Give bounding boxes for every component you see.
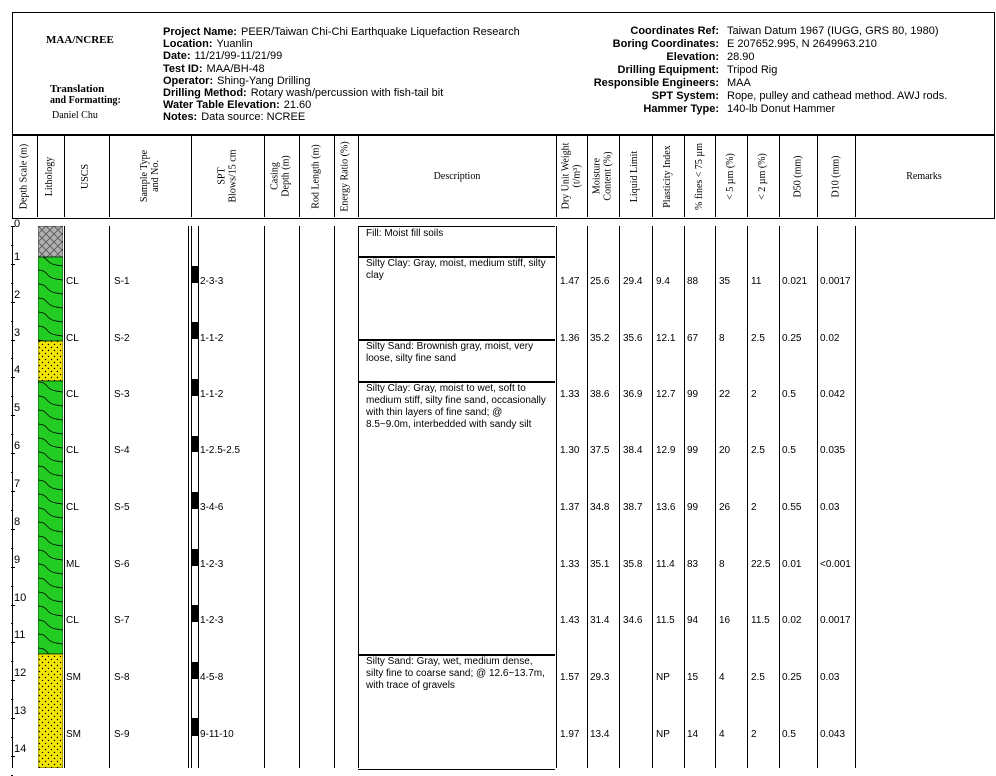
row-d10-cell: <0.001 — [820, 559, 851, 570]
col-rod-label: Rod Length (m) — [310, 143, 322, 209]
row-fines-cell: 99 — [687, 445, 699, 456]
row-lt5-cell: 35 — [719, 276, 731, 287]
col-sample-label-2: and No. — [149, 160, 161, 192]
row-dry-cell: 1.57 — [560, 672, 580, 683]
project-field — [163, 50, 282, 63]
project-field-label: Notes: — [163, 111, 198, 124]
row-ll-cell: 38.4 — [623, 445, 643, 456]
row-lt2-cell: 2 — [751, 502, 757, 513]
row-spt-cell: 2-3-3 — [200, 276, 224, 287]
coord-field-value: Rope, pulley and cathead method. AWJ rods. — [727, 90, 948, 102]
depth-label: 3 — [14, 326, 21, 339]
depth-label: 4 — [14, 364, 21, 377]
row-moist-cell: 31.4 — [590, 615, 610, 626]
spt-sample-bar — [191, 662, 198, 679]
depth-tick — [11, 415, 15, 416]
row-fines-cell: 67 — [687, 333, 699, 344]
coord-field-label: Hammer Type: — [643, 103, 719, 115]
spt-sample-bar — [191, 379, 198, 396]
col-depth — [12, 135, 36, 217]
depth-tick — [11, 264, 15, 265]
col-rod — [299, 135, 333, 217]
col-divider — [779, 226, 780, 768]
lithology-sand-2 — [38, 654, 63, 768]
coord-field-value: Tripod Rig — [727, 64, 778, 76]
col-spt — [192, 135, 263, 217]
col-casing-label-1: Casing — [270, 162, 282, 190]
col-divider — [556, 226, 557, 768]
project-field-value: 21.60 — [283, 99, 312, 112]
project-field-label: Water Table Elevation: — [163, 99, 280, 112]
lithology-sand-1 — [38, 341, 63, 381]
row-d50-cell: 0.01 — [782, 559, 802, 570]
project-field — [163, 38, 253, 51]
row-lt5-cell: 4 — [719, 672, 725, 683]
col-remarks-label: Remarks — [906, 170, 942, 182]
header-col-divider — [191, 134, 192, 217]
depth-minor-tick — [11, 245, 13, 246]
row-sample-cell: S-3 — [114, 389, 130, 400]
project-field — [163, 99, 311, 112]
row-moist-cell: 34.8 — [590, 502, 610, 513]
col-divider — [109, 226, 110, 768]
coord-field-value: Taiwan Datum 1967 (IUGG, GRS 80, 1980) — [727, 25, 939, 37]
col-divider — [587, 226, 588, 768]
depth-tick — [11, 377, 15, 378]
col-description-label: Description — [433, 170, 481, 182]
row-dry-cell: 1.37 — [560, 502, 580, 513]
coord-field-label: Responsible Engineers: — [593, 77, 719, 89]
row-moist-cell: 35.1 — [590, 559, 610, 570]
col-lt2 — [747, 135, 778, 217]
depth-minor-tick — [11, 661, 13, 662]
row-moist-cell: 13.4 — [590, 729, 610, 740]
depth-minor-tick — [11, 737, 13, 738]
row-spt-cell: 1-1-2 — [200, 333, 224, 344]
depth-label: 1 — [14, 250, 21, 263]
coord-field-label: Elevation: — [666, 51, 719, 63]
col-fines — [684, 135, 714, 217]
depth-tick — [11, 340, 15, 341]
row-d10-cell: 0.03 — [820, 502, 840, 513]
coord-field-label: Boring Coordinates: — [612, 38, 719, 50]
col-lithology-label: Lithology — [44, 156, 56, 196]
description-text: Silty Sand: Gray, wet, medium dense, silty fine to coarse sand; @ 12.6~13.7m, with trace of gravels — [366, 656, 545, 691]
row-ll-cell: 36.9 — [623, 389, 643, 400]
depth-label: 9 — [14, 553, 21, 566]
depth-minor-tick — [11, 321, 13, 322]
header-col-divider — [619, 134, 620, 217]
header-col-divider — [715, 134, 716, 217]
depth-minor-tick — [11, 623, 13, 624]
row-spt-cell: 1-1-2 — [200, 389, 224, 400]
spt-sample-bar — [191, 718, 198, 736]
col-energy-label: Energy Ratio (%) — [340, 140, 352, 212]
row-d50-cell: 0.5 — [782, 445, 796, 456]
description-text: Fill: Moist fill soils — [366, 228, 444, 239]
translation-label-2: and Formatting: — [50, 95, 121, 106]
col-spt-label-1: SPT — [216, 167, 228, 185]
row-uscs-cell: SM — [66, 672, 81, 683]
row-fines-cell: 88 — [687, 276, 699, 287]
lithology-clay-1 — [38, 257, 63, 341]
col-casing — [264, 135, 298, 217]
row-sample-cell: S-5 — [114, 502, 130, 513]
lithology-column — [38, 226, 63, 768]
row-pi-cell: 12.9 — [656, 445, 676, 456]
col-lithology — [37, 135, 63, 217]
row-uscs-cell: SM — [66, 729, 81, 740]
row-d10-cell: 0.035 — [820, 445, 846, 456]
header-col-divider — [358, 134, 359, 217]
col-sample-label-1: Sample Type — [138, 149, 150, 203]
row-moist-cell: 25.6 — [590, 276, 610, 287]
row-d50-cell: 0.55 — [782, 502, 802, 513]
col-divider — [64, 226, 65, 768]
depth-minor-tick — [11, 434, 13, 435]
col-uscs-label: USCS — [80, 163, 92, 189]
row-dry-cell: 1.33 — [560, 559, 580, 570]
depth-minor-tick — [11, 510, 13, 511]
header-col-divider — [264, 134, 265, 217]
spt-sample-bar — [191, 492, 198, 509]
depth-tick — [11, 302, 15, 303]
row-d50-cell: 0.5 — [782, 389, 796, 400]
row-sample-cell: S-7 — [114, 615, 130, 626]
row-fines-cell: 99 — [687, 502, 699, 513]
row-uscs-cell: CL — [66, 615, 79, 626]
row-ll-cell: 29.4 — [623, 276, 643, 287]
row-lt5-cell: 16 — [719, 615, 731, 626]
col-depth-label: Depth Scale (m) — [18, 143, 30, 209]
row-uscs-cell: CL — [66, 276, 79, 287]
depth-tick — [11, 605, 15, 606]
row-sample-cell: S-6 — [114, 559, 130, 570]
project-field — [163, 111, 305, 124]
depth-label: 0 — [14, 218, 21, 230]
row-dry-cell: 1.36 — [560, 333, 580, 344]
col-moisture — [587, 135, 618, 217]
col-sample — [109, 135, 191, 217]
col-lt5-label: < 5 µm (%) — [725, 152, 737, 200]
depth-minor-tick — [11, 586, 13, 587]
header-col-divider — [109, 134, 110, 217]
col-divider — [619, 226, 620, 768]
depth-minor-tick — [11, 699, 13, 700]
row-fines-cell: 15 — [687, 672, 699, 683]
header-col-divider — [747, 134, 748, 217]
col-remarks — [855, 135, 993, 217]
row-dry-cell: 1.47 — [560, 276, 580, 287]
depth-tick — [11, 567, 15, 568]
row-sample-cell: S-2 — [114, 333, 130, 344]
row-lt5-cell: 20 — [719, 445, 731, 456]
col-dry-label-1: Dry Unit Weight — [560, 142, 572, 210]
row-uscs-cell: CL — [66, 389, 79, 400]
coord-field-label: Drilling Equipment: — [617, 64, 719, 76]
col-lt2-label: < 2 µm (%) — [757, 152, 769, 200]
row-uscs-cell: CL — [66, 445, 79, 456]
depth-tick — [11, 718, 15, 719]
row-d10-cell: 0.0017 — [820, 276, 851, 287]
row-fines-cell: 99 — [687, 389, 699, 400]
row-sample-cell: S-8 — [114, 672, 130, 683]
coord-field-label: SPT System: — [651, 90, 719, 102]
row-sample-cell: S-9 — [114, 729, 130, 740]
row-d10-cell: 0.03 — [820, 672, 840, 683]
row-moist-cell: 37.5 — [590, 445, 610, 456]
coord-field-value: 140-lb Donut Hammer — [727, 103, 836, 115]
row-uscs-cell: CL — [66, 333, 79, 344]
header-col-divider — [334, 134, 335, 217]
project-field-label: Location: — [163, 38, 213, 51]
coord-field-value: E 207652.995, N 2649963.210 — [727, 38, 877, 50]
row-d50-cell: 0.25 — [782, 672, 802, 683]
header-col-divider — [37, 134, 38, 217]
header-col-divider — [684, 134, 685, 217]
row-d10-cell: 0.0017 — [820, 615, 851, 626]
col-divider — [715, 226, 716, 768]
project-field-value: Shing-Yang Drilling — [217, 74, 311, 87]
depth-label: 14 — [14, 742, 27, 755]
project-field-value: PEER/Taiwan Chi-Chi Earthquake Liquefaction Research — [240, 26, 520, 38]
spt-sample-bar — [191, 549, 198, 566]
spt-sample-bar — [191, 605, 198, 622]
project-field — [163, 63, 265, 76]
translator-name: Daniel Chu — [52, 110, 98, 121]
col-dry-label-2: (t/m³) — [571, 164, 583, 188]
col-liquid-limit — [619, 135, 651, 217]
depth-label: 7 — [14, 477, 21, 490]
col-divider — [684, 226, 685, 768]
col-divider — [652, 226, 653, 768]
col-divider — [817, 226, 818, 768]
row-ll-cell: 35.8 — [623, 559, 643, 570]
project-field-label: Operator: — [163, 74, 214, 87]
row-moist-cell: 35.2 — [590, 333, 610, 344]
row-lt2-cell: 2.5 — [751, 672, 765, 683]
description-text: Silty Clay: Gray, moist, medium stiff, silty clay — [366, 258, 546, 281]
row-ll-cell: 35.6 — [623, 333, 643, 344]
lithology-clay-2 — [38, 381, 63, 654]
row-spt-cell: 1-2.5-2.5 — [200, 445, 241, 456]
header-col-divider — [64, 134, 65, 217]
row-lt2-cell: 2.5 — [751, 445, 765, 456]
row-fines-cell: 94 — [687, 615, 699, 626]
col-d10-label: D10 (mm) — [830, 155, 842, 197]
row-sample-cell: S-1 — [114, 276, 130, 287]
depth-label: 12 — [14, 667, 27, 680]
description-text: Silty Clay: Gray, moist to wet, soft to medium stiff, silty fine sand, occasionally with thin layers of fine sand; @ 8.5~9.0m, interbedded with sandy silt — [366, 383, 546, 430]
row-sample-cell: S-4 — [114, 445, 130, 456]
row-spt-cell: 4-5-8 — [200, 672, 224, 683]
row-pi-cell: 11.5 — [656, 615, 675, 626]
col-energy — [334, 135, 357, 217]
depth-minor-tick — [11, 472, 13, 473]
col-d50 — [779, 135, 816, 217]
row-fines-cell: 83 — [687, 559, 699, 570]
row-d10-cell: 0.02 — [820, 333, 840, 344]
col-spt-label-2: Blows/15 cm — [227, 149, 239, 203]
spt-sample-bar — [191, 322, 198, 339]
project-field — [163, 26, 520, 39]
translation-label-1: Translation — [50, 83, 105, 95]
depth-tick — [11, 491, 15, 492]
depth-label: 8 — [14, 515, 21, 528]
depth-minor-tick — [11, 283, 13, 284]
row-moist-cell: 29.3 — [590, 672, 610, 683]
row-d50-cell: 0.5 — [782, 729, 796, 740]
depth-tick — [11, 756, 15, 757]
header-col-divider — [855, 134, 856, 217]
depth-label: 5 — [14, 402, 21, 415]
col-divider — [855, 226, 856, 768]
header-col-divider — [587, 134, 588, 217]
depth-minor-tick — [11, 358, 13, 359]
row-uscs-cell: ML — [66, 559, 80, 570]
row-dry-cell: 1.30 — [560, 445, 580, 456]
row-spt-cell: 9-11-10 — [200, 729, 234, 740]
row-dry-cell: 1.33 — [560, 389, 580, 400]
row-d10-cell: 0.042 — [820, 389, 846, 400]
row-dry-cell: 1.43 — [560, 615, 580, 626]
col-moist-label-1: Moisture — [591, 157, 603, 195]
project-field-value: 11/21/99-11/21/99 — [194, 50, 283, 63]
row-lt2-cell: 2 — [751, 729, 757, 740]
spt-sample-bar — [191, 436, 198, 452]
project-field-label: Date: — [163, 50, 191, 63]
project-field — [163, 75, 310, 88]
row-lt5-cell: 4 — [719, 729, 725, 740]
row-spt-cell: 1-2-3 — [200, 615, 224, 626]
row-moist-cell: 38.6 — [590, 389, 610, 400]
coord-field-value: MAA — [727, 77, 751, 89]
row-lt5-cell: 22 — [719, 389, 731, 400]
row-lt2-cell: 11 — [751, 276, 762, 287]
row-dry-cell: 1.97 — [560, 729, 580, 740]
col-dry-unit-weight — [556, 135, 586, 217]
col-description — [358, 135, 556, 217]
row-spt-cell: 3-4-6 — [200, 502, 224, 513]
col-plasticity-index — [652, 135, 683, 217]
row-pi-cell: 9.4 — [656, 276, 670, 287]
col-d10 — [817, 135, 854, 217]
row-d50-cell: 0.02 — [782, 615, 802, 626]
project-field-label: Test ID: — [163, 62, 203, 75]
depth-label: 10 — [14, 591, 27, 604]
depth-tick — [11, 642, 15, 643]
coord-field-value: 28.90 — [727, 51, 755, 63]
col-ll-label: Liquid Limit — [629, 150, 641, 202]
row-pi-cell: 12.1 — [656, 333, 676, 344]
row-spt-cell: 1-2-3 — [200, 559, 224, 570]
row-uscs-cell: CL — [66, 502, 79, 513]
project-field-value: Yuanlin — [216, 38, 253, 51]
project-field-value: Rotary wash/percussion with fish-tail bit — [250, 87, 444, 99]
depth-label: 6 — [14, 440, 21, 453]
col-divider — [334, 226, 335, 768]
org-name: MAA/NCREE — [46, 34, 114, 46]
row-lt5-cell: 26 — [719, 502, 731, 513]
depth-label: 13 — [14, 705, 27, 718]
spt-track-mark — [188, 226, 189, 768]
row-lt2-cell: 11.5 — [751, 615, 770, 626]
row-lt2-cell: 2 — [751, 389, 757, 400]
row-d50-cell: 0.021 — [782, 276, 808, 287]
project-field — [163, 87, 443, 100]
lithology-fill — [38, 226, 63, 257]
row-lt5-cell: 8 — [719, 559, 725, 570]
col-divider — [264, 226, 265, 768]
depth-tick — [11, 680, 15, 681]
project-field-label: Drilling Method: — [163, 87, 247, 99]
row-pi-cell: 13.6 — [656, 502, 676, 513]
depth-tick — [11, 529, 15, 530]
left-border — [12, 226, 13, 768]
col-divider — [747, 226, 748, 768]
depth-label: 2 — [14, 288, 21, 301]
description-text: Silty Sand: Brownish gray, moist, very loose, silty fine sand — [366, 341, 534, 364]
row-pi-cell: 12.7 — [656, 389, 676, 400]
project-field-value: Data source: NCREE — [201, 111, 306, 124]
col-uscs — [64, 135, 108, 217]
depth-minor-tick — [11, 548, 13, 549]
project-field-label: Project Name: — [163, 26, 237, 38]
row-lt5-cell: 8 — [719, 333, 725, 344]
depth-label: 11 — [14, 629, 26, 642]
col-pi-label: Plasticity Index — [662, 144, 673, 208]
row-lt2-cell: 22.5 — [751, 559, 771, 570]
header-col-divider — [556, 134, 557, 217]
col-casing-label-2: Depth (m) — [281, 155, 293, 197]
col-fines-label: % fines < 75 µm — [693, 142, 705, 210]
spt-sample-bar — [191, 266, 198, 283]
row-ll-cell: 34.6 — [623, 615, 643, 626]
row-d50-cell: 0.25 — [782, 333, 802, 344]
header-col-divider — [299, 134, 300, 217]
col-divider — [299, 226, 300, 768]
row-pi-cell: NP — [656, 729, 670, 740]
col-moist-label-2: Content (%) — [602, 151, 614, 201]
row-lt2-cell: 2.5 — [751, 333, 765, 344]
row-pi-cell: 11.4 — [656, 559, 675, 570]
depth-minor-tick — [11, 396, 13, 397]
coord-field-label: Coordinates Ref: — [630, 25, 719, 37]
depth-tick — [11, 453, 15, 454]
row-pi-cell: NP — [656, 672, 670, 683]
row-fines-cell: 14 — [687, 729, 699, 740]
row-ll-cell: 38.7 — [623, 502, 643, 513]
col-d50-label: D50 (mm) — [792, 155, 804, 197]
project-field-value: MAA/BH-48 — [206, 62, 265, 75]
header-col-divider — [817, 134, 818, 217]
col-lt5 — [715, 135, 746, 217]
header-col-divider — [779, 134, 780, 217]
header-col-divider — [652, 134, 653, 217]
row-d10-cell: 0.043 — [820, 729, 846, 740]
